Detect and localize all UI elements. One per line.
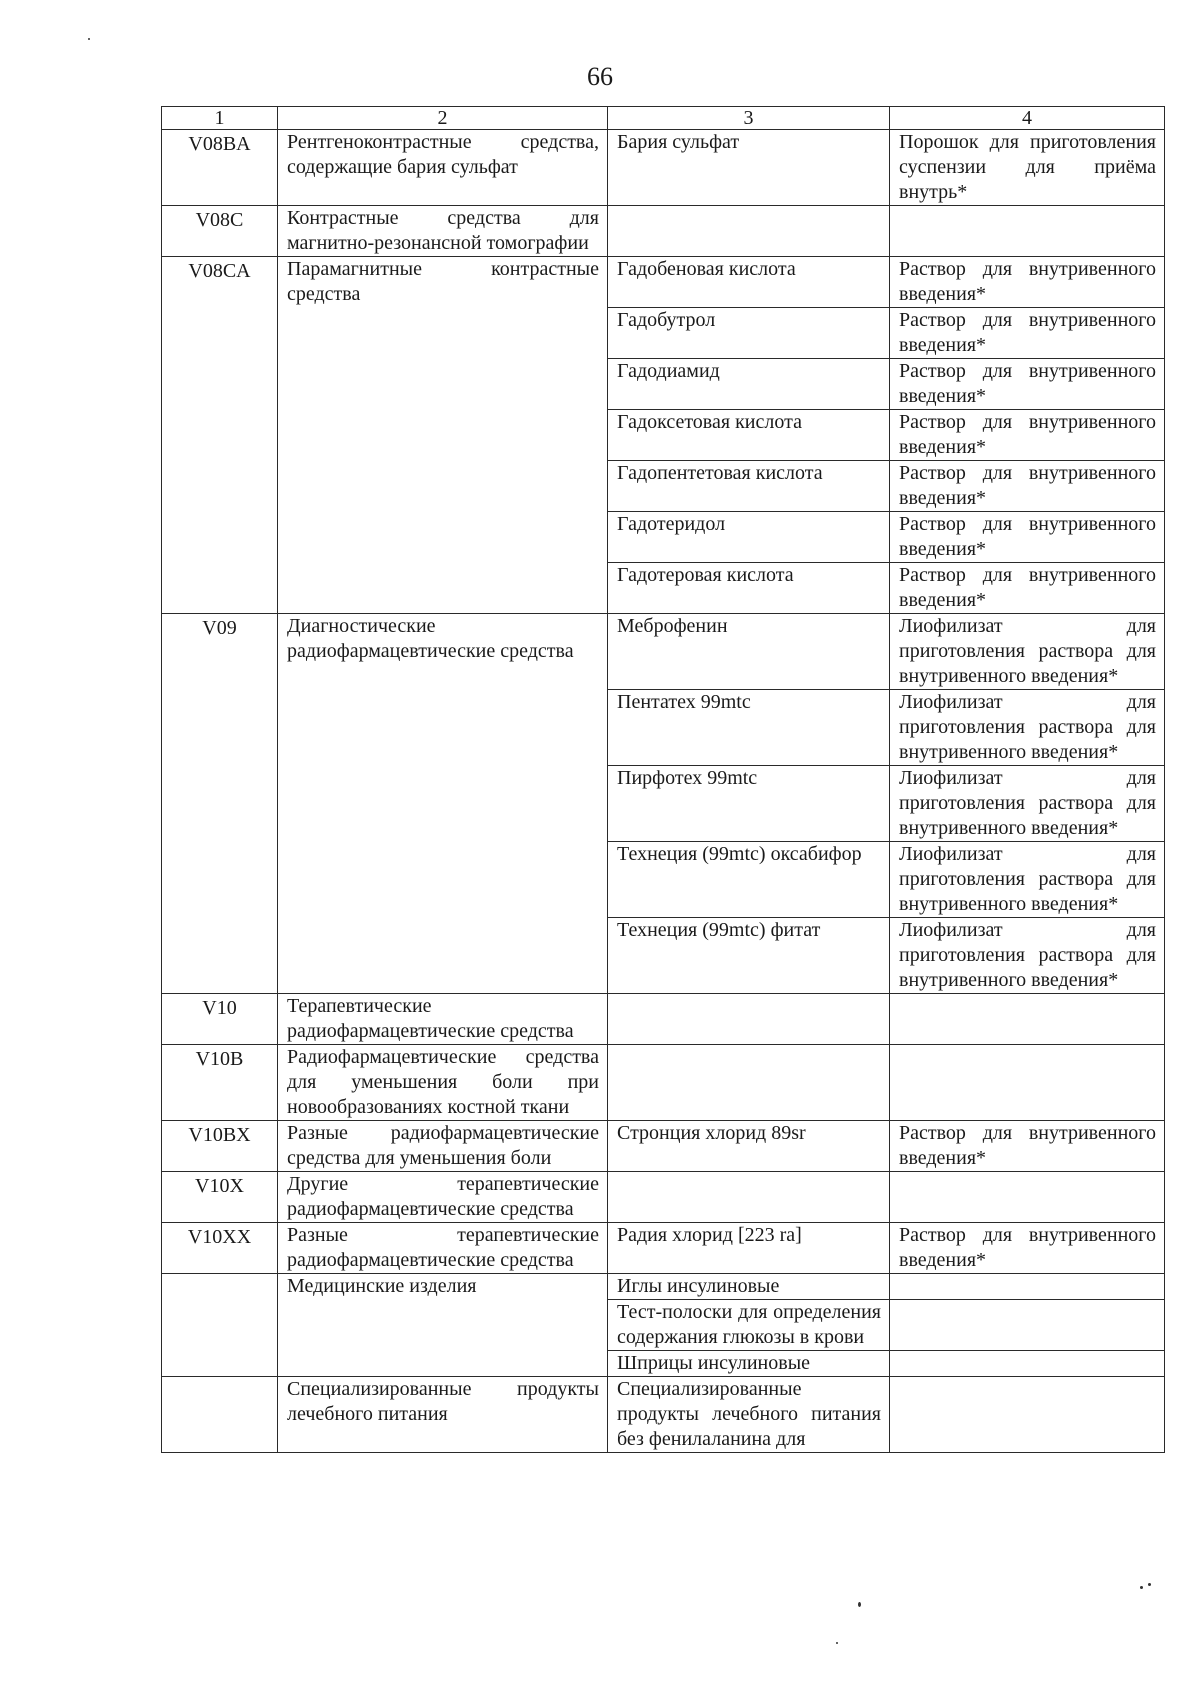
table-row [162,206,1165,257]
drug-name-cell [608,1045,890,1121]
dosage-form-cell [890,1172,1165,1223]
drug-name-cell: Гадотеридол [608,512,890,563]
drug-name-cell [608,1172,890,1223]
dosage-form-cell: Раствор для внутривенного введения* [890,512,1165,563]
table-row [162,1172,1165,1223]
column-header-1: 1 [162,107,278,130]
column-header-3: 3 [608,107,890,130]
drug-name-cell: Специализированные продукты лечебного питания без фенилаланина для [608,1377,890,1453]
header-row [162,107,1165,130]
page-number: 66 [587,62,613,91]
atc-code-cell [162,1274,278,1377]
atc-code-cell: V10BX [162,1121,278,1172]
dosage-form-cell: Раствор для внутривенного введения* [890,410,1165,461]
atc-code-cell: V08C [162,206,278,257]
atc-code-cell: V10B [162,1045,278,1121]
drug-name-cell: Гадоксетовая кислота [608,410,890,461]
atc-code-cell: V10XX [162,1223,278,1274]
column-header-4: 4 [890,107,1165,130]
dosage-form-cell [890,994,1165,1045]
drug-table [161,106,1165,1453]
drug-name-cell: Гадотеровая кислота [608,563,890,614]
table-row [162,1223,1165,1274]
drug-name-cell: Гадобеновая кислота [608,257,890,308]
atc-code-cell [162,1377,278,1453]
group-name-cell: Рентгеноконтрастные средства, содержащие бария сульфат [278,130,608,206]
drug-name-cell: Технеция (99mtc) фитат [608,918,890,994]
dosage-form-cell: Раствор для внутривенного введения* [890,1121,1165,1172]
group-name-cell: Терапевтические радиофармацевтические средства [278,994,608,1045]
dosage-form-cell [890,206,1165,257]
column-header-2: 2 [278,107,608,130]
table-row [162,1121,1165,1172]
dosage-form-cell: Раствор для внутривенного введения* [890,257,1165,308]
drug-name-cell: Меброфенин [608,614,890,690]
scan-speck [836,1642,838,1644]
table-row [162,1377,1165,1453]
scan-speck [88,38,90,40]
group-name-cell: Радиофармацевтические средства для уменьшения боли при новообразованиях костной ткани [278,1045,608,1121]
drug-name-cell [608,206,890,257]
drug-name-cell: Гадобутрол [608,308,890,359]
table-row [162,1274,1165,1300]
table-row [162,1045,1165,1121]
atc-code-cell: V08BA [162,130,278,206]
drug-name-cell: Бария сульфат [608,130,890,206]
drug-name-cell: Стронция хлорид 89sr [608,1121,890,1172]
group-name-cell: Медицинские изделия [278,1274,608,1377]
dosage-form-cell: Лиофилизат для приготовления раствора для внутривенного введения* [890,766,1165,842]
scan-speck [858,1602,861,1607]
dosage-form-cell [890,1377,1165,1453]
dosage-form-cell: Лиофилизат для приготовления раствора для внутривенного введения* [890,690,1165,766]
drug-name-cell [608,994,890,1045]
drug-name-cell: Шприцы инсулиновые [608,1351,890,1377]
dosage-form-cell: Раствор для внутривенного введения* [890,308,1165,359]
dosage-form-cell [890,1274,1165,1300]
drug-name-cell: Гадодиамид [608,359,890,410]
table-row [162,994,1165,1045]
dosage-form-cell: Лиофилизат для приготовления раствора для внутривенного введения* [890,842,1165,918]
scan-speck [1140,1586,1143,1589]
table-row [162,257,1165,308]
table-row [162,614,1165,690]
drug-name-cell: Технеция (99mtc) оксабифор [608,842,890,918]
drug-name-cell: Гадопентетовая кислота [608,461,890,512]
dosage-form-cell: Лиофилизат для приготовления раствора для внутривенного введения* [890,918,1165,994]
group-name-cell: Контрастные средства для магнитно-резонансной томографии [278,206,608,257]
group-name-cell: Другие терапевтические радиофармацевтические средства [278,1172,608,1223]
drug-name-cell: Пирфотех 99mtc [608,766,890,842]
dosage-form-cell: Раствор для внутривенного введения* [890,1223,1165,1274]
dosage-form-cell: Раствор для внутривенного введения* [890,359,1165,410]
drug-name-cell: Иглы инсулиновые [608,1274,890,1300]
dosage-form-cell [890,1045,1165,1121]
group-name-cell: Разные терапевтические радиофармацевтические средства [278,1223,608,1274]
atc-code-cell: V10 [162,994,278,1045]
drug-name-cell: Пентатех 99mtc [608,690,890,766]
drug-name-cell: Радия хлорид [223 ra] [608,1223,890,1274]
dosage-form-cell: Лиофилизат для приготовления раствора для внутривенного введения* [890,614,1165,690]
table-row [162,130,1165,206]
atc-code-cell: V08CA [162,257,278,614]
scan-speck [1148,1583,1151,1586]
dosage-form-cell [890,1300,1165,1351]
table-body [162,130,1165,1453]
group-name-cell: Парамагнитные контрастные средства [278,257,608,614]
atc-code-cell: V10X [162,1172,278,1223]
group-name-cell: Диагностические радиофармацевтические средства [278,614,608,994]
dosage-form-cell [890,1351,1165,1377]
dosage-form-cell: Раствор для внутривенного введения* [890,461,1165,512]
atc-code-cell: V09 [162,614,278,994]
dosage-form-cell: Раствор для внутривенного введения* [890,563,1165,614]
group-name-cell: Специализированные продукты лечебного питания [278,1377,608,1453]
group-name-cell: Разные радиофармацевтические средства для уменьшения боли [278,1121,608,1172]
drug-name-cell: Тест-полоски для определения содержания глюкозы в крови [608,1300,890,1351]
dosage-form-cell: Порошок для приготовления суспензии для приёма внутрь* [890,130,1165,206]
